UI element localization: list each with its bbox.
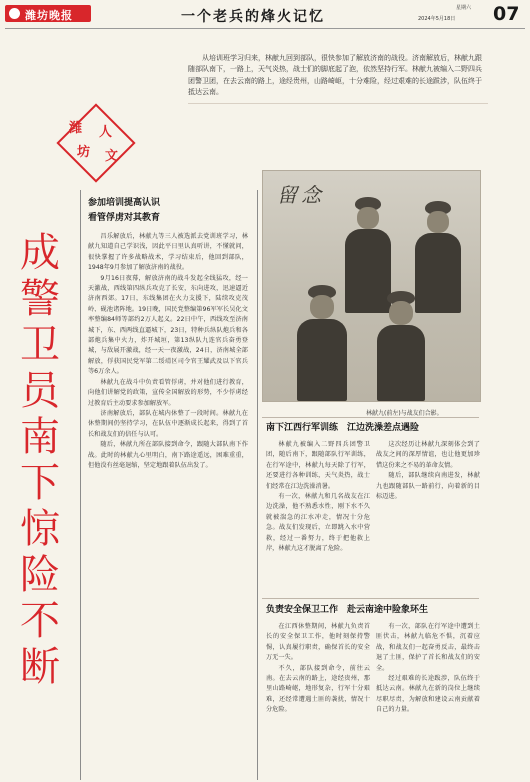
vertical-title: 成警卫员南下惊险不断 — [20, 230, 60, 690]
section2-title: 南下江西行军训练 江边洗澡差点遇险 — [266, 423, 420, 433]
newspaper-logo — [5, 5, 91, 22]
lead-divider — [188, 103, 488, 104]
section3-body-col2 — [376, 622, 480, 776]
column-banner-char: 人 — [99, 125, 113, 140]
paragraph: 经过艰难的长途跋涉，队伍终于抵达云南。林献九在新的岗位上继续尽职尽责，为解放和建设云南贡献着自己的力量。 — [376, 675, 480, 714]
section3-body-col1 — [266, 622, 370, 776]
section3-title: 负责安全保卫工作 赴云南途中险象环生 — [266, 605, 429, 615]
paragraph: 9月16日夜幕，解放济南的战斗发起全线猛攻，经一天激战，西线第四纵兵攻克了长安，东向进攻，迅速逼近济南西郊。17日，东线集团在火力支援下，陆续攻克茂岭、砚池诸阵地。19日晚，国民党整编第96军军长吴化文率整编84师等部约2万人起义。22日中午，西线攻至济南城下，东、西两线直逼城下，23日，特种兵纵队炮兵和各部炮兵集中火力，炸开城垣，第13纵队九连官兵奋勇登城，与敌展开激战，经一天一夜激战，24日，济南城全部解放，俘获国民党军第二绥靖区司令官王耀武及以下官兵等6万余人。 — [88, 274, 248, 376]
paragraph: 在江西休整期间，林献九负责首长的安全保卫工作，他时刻保持警惕，认真履行职责，确保首长的安全万无一失。 — [266, 623, 370, 662]
column-banner-char: 潍 — [69, 121, 83, 136]
page-number: 07 — [493, 3, 520, 25]
paragraph: 随后，部队继续向南进发，林献九也跟随部队一路前行，向着新的目标迈进。 — [376, 472, 480, 501]
page-headline: 一个老兵的烽火记忆 — [181, 9, 325, 25]
logo-icon — [9, 8, 20, 19]
page-header — [0, 0, 530, 30]
paragraph: 随后，林献九所在部队接到命令，跟随大部队南下作战。此时的林献九心里明白，南下路途遥远，困难重重，但他没有丝毫退缩，坚定地跟着队伍出发了。 — [88, 441, 248, 469]
lead-paragraph: 从培训班学习归来，林献九回到部队，很快参加了解放济南的战役。济南解放后，林献九跟随部队南下，一路上，天气炎热，战士们的脚底起了泡，依然坚持行军。林献九被编入二野四兵团警卫团，在去云南的路上，途经贵州，山路崎岖，十分难险，经过艰难的长途跋涉，队伍终于抵达云南。 — [188, 54, 482, 96]
paragraph: 林献九在战斗中负责看管俘虏，并对他们进行教育，向他们讲解党的政策，宣传全国解放的形势，不少俘虏经过教育后主动要求参加解放军。 — [88, 378, 248, 407]
issue-date: 2024年5月18日 — [418, 16, 456, 22]
photo-divider — [262, 417, 479, 418]
historical-photo — [262, 170, 481, 402]
section1-title-line2: 看管俘虏对其教育 — [88, 213, 161, 223]
column-divider — [80, 190, 81, 780]
paragraph: 有一次，部队在行军途中遭到土匪伏击，林献九临危不惧，沉着应战，和战友们一起奋勇反击，最终击退了土匪，保护了首长和战友们的安全。 — [376, 623, 480, 672]
photo-figure — [375, 287, 427, 401]
section1-title-line1: 参加培训提高认识 — [88, 198, 161, 208]
paragraph: 有一次，林献九和几名战友在江边洗澡，他不熟悉水性，刚下水不久就被湍急的江水冲走，情况十分危急。战友们发现后，立即跳入水中营救，经过一番努力，终于把他救上岸，林献九这才脱离了危险。 — [266, 493, 370, 553]
section-divider — [262, 598, 479, 599]
column-banner-diamond — [56, 103, 135, 182]
paragraph: 昌乐解放后，林献九等三人被选派去党训班学习，林献九知道自己学识浅，因此平日里认真听讲，不懂就问，很快掌握了许多战略战术，学习结束后，他回到部队，1948年9月参加了解放济南的战役。 — [88, 233, 248, 272]
column-banner — [55, 105, 137, 180]
column-banner-char: 文 — [105, 149, 119, 164]
section2-body-col2 — [376, 440, 480, 592]
column-divider — [257, 190, 258, 780]
newspaper-name: 潍坊晚报 — [25, 9, 73, 22]
header-divider — [5, 28, 525, 29]
paragraph: 这次经历让林献九深刻体会到了战友之间的深厚情谊，也让他更加珍惜这份来之不易的革命友情。 — [376, 441, 480, 469]
photo-caption: 林献九(前左)与战友们合影。 — [366, 410, 443, 417]
column-banner-char: 坊 — [77, 145, 91, 160]
weekday: 星期六 — [456, 5, 472, 11]
photo-figure — [295, 281, 349, 401]
section1-body — [88, 232, 248, 774]
section2-body-col1 — [266, 440, 370, 592]
paragraph: 林献九被编入二野四兵团警卫团，随后南下，跟随部队行军训练，在行军途中，林献九每天除了行军，还要进行各种训练，天气炎热，战士们经常在江边洗澡消暑。 — [266, 441, 370, 490]
paragraph: 不久，部队接到命令，前往云南。在去云南的路上，途经贵州，那里山路崎岖，地形复杂，行军十分艰难，还经常遭遇土匪的袭扰，情况十分危险。 — [266, 664, 370, 714]
photo-inscription: 留念 — [277, 183, 325, 207]
paragraph: 济南解放后，部队在城内休整了一段时间。林献九在休整期间仍坚持学习，在队伍中逐渐成长起来，得到了首长和战友们的信任与认可。 — [88, 409, 248, 438]
